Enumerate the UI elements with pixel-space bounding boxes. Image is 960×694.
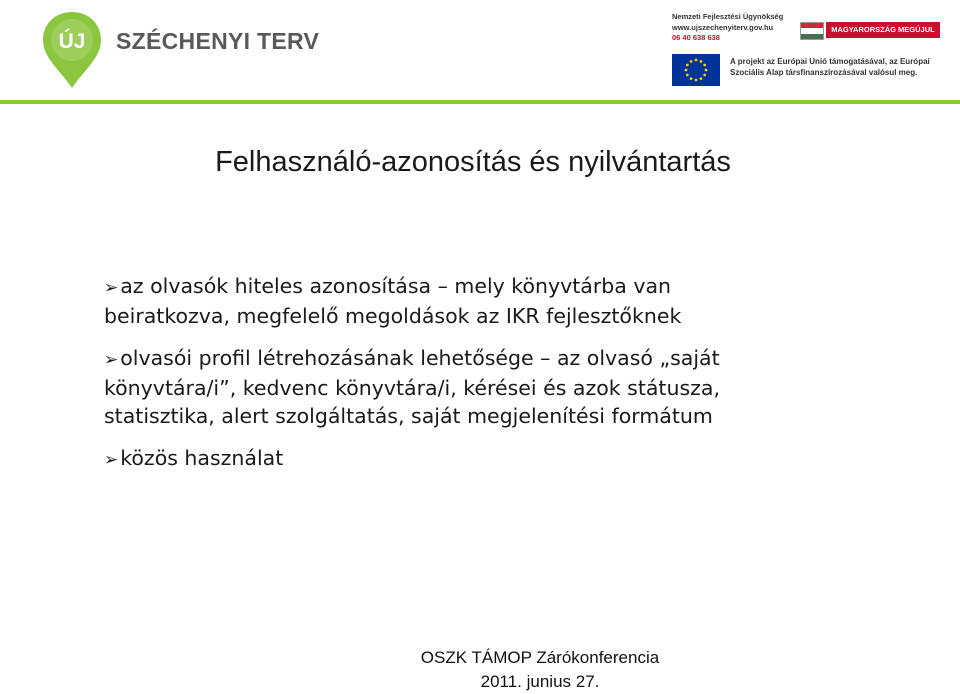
bullet-line: könyvtára/i”, kedvenc könyvtára/i, kérései és azok státusza, (104, 376, 720, 400)
eu-note-line-1: A projekt az Európai Unió támogatásával, az Európai (730, 57, 930, 66)
hungarian-flag-icon (800, 22, 824, 40)
bullet-line: ➢közös használat (104, 446, 284, 470)
logo-pin-text: ÚJ (58, 30, 86, 53)
footer-conference: OSZK TÁMOP Zárókonferencia (420, 648, 660, 667)
bullet-line: ➢olvasói profil létrehozásának lehetősége – az olvasó „saját (104, 346, 720, 370)
slide-header (0, 0, 960, 104)
arrow-bullet-icon: ➢ (104, 278, 119, 298)
bullet-list (104, 272, 944, 488)
agency-info (672, 12, 783, 44)
arrow-bullet-icon: ➢ (104, 450, 119, 470)
arrow-bullet-icon: ➢ (104, 350, 119, 370)
bullet-line: ➢az olvasók hiteles azonosítása – mely könyvtárba van (104, 274, 672, 298)
eu-flag-icon (672, 54, 720, 86)
banner-magyarorszag-megujul: MAGYARORSZÁG MEGÚJUL (826, 22, 940, 38)
bullet-item (104, 272, 944, 330)
slide-title: Felhasználó-azonosítás és nyilvántartás (215, 146, 731, 178)
eu-note-line-2: Szociális Alap társfinanszírozásával valósul meg. (730, 68, 918, 77)
map-pin-logo-icon (40, 10, 104, 90)
agency-url: www.ujszechenyiterv.gov.hu (672, 22, 774, 32)
bullet-line: statisztika, alert szolgáltatás, saját megjelenítési formátum (104, 404, 713, 428)
footer-date: 2011. junius 27. (480, 672, 600, 691)
bullet-item (104, 444, 944, 474)
agency-phone: 06 40 638 638 (672, 33, 720, 42)
logo-wordmark: SZÉCHENYI TERV (116, 28, 320, 54)
eu-funding-note (730, 56, 930, 78)
header-divider (0, 100, 960, 104)
bullet-line: beiratkozva, megfelelő megoldások az IKR fejlesztőknek (104, 304, 682, 328)
agency-name: Nemzeti Fejlesztési Ügynökség (672, 12, 784, 21)
bullet-item (104, 344, 944, 430)
